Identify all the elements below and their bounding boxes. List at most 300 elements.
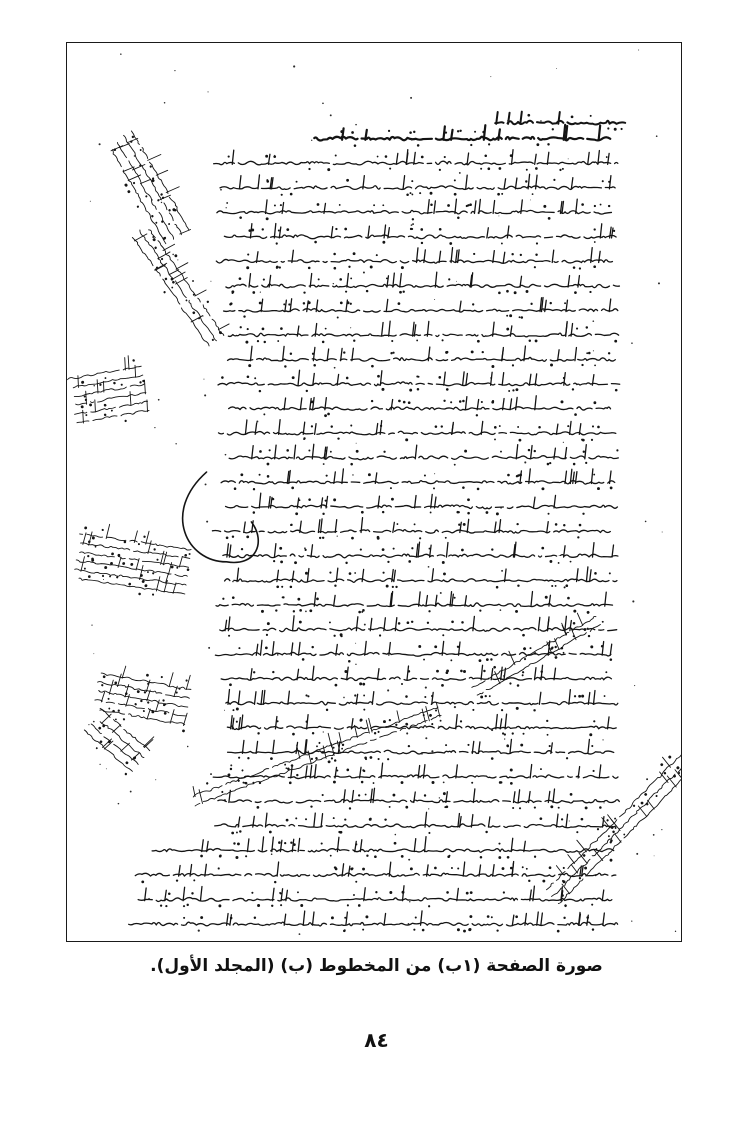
diacritic-dot [312,732,314,734]
diacritic-dot [573,622,576,625]
diacritic-dot [590,115,592,117]
diacritic-dot [191,892,193,894]
letter-ascender [466,373,467,385]
diacritic-dot [422,929,425,932]
diacritic-dot [398,622,401,625]
speckle [631,920,632,921]
diacritic-dot [558,807,560,809]
letter-ascender [200,887,201,901]
diacritic-dot [344,929,346,931]
diacritic-dot [516,523,518,525]
diacritic-dot [435,425,438,428]
letter-ascender [355,841,356,851]
diacritic-dot [113,382,116,385]
text-line-stroke [226,701,618,705]
speckle [224,710,225,711]
diacritic-dot [340,302,343,305]
speckle [503,675,504,676]
speckle [172,254,174,256]
diacritic-dot [385,155,388,158]
letter-ascender [241,715,242,729]
diacritic-dot [383,451,385,453]
letter-ascender [183,887,184,900]
diacritic-dot [289,782,291,784]
diacritic-dot [476,414,478,416]
letter-ascender [516,445,517,459]
speckle [454,464,455,465]
diacritic-dot [329,572,331,574]
diacritic-dot [292,376,295,379]
speckle [425,687,427,689]
diacritic-dot [168,209,171,212]
speckle [456,281,457,282]
diacritic-dot [308,168,310,170]
speckle [634,685,635,686]
diacritic-dot [548,217,551,220]
speckle [175,443,176,444]
diacritic-dot [187,568,190,571]
diacritic-dot [392,586,394,588]
diacritic-dot [263,279,265,281]
text-line-stroke [546,733,681,891]
diacritic-dot [540,817,543,820]
diacritic-dot [593,770,595,772]
diacritic-dot [386,585,389,588]
diacritic-dot [411,547,413,549]
diacritic-dot [290,524,292,526]
diacritic-dot [398,400,401,403]
letter-ascender [612,228,613,238]
diacritic-dot [519,316,521,318]
speckle [130,791,132,793]
text-line-stroke [225,579,617,583]
diacritic-dot [614,128,617,131]
diacritic-dot [265,155,268,158]
letter-ascender [569,690,570,705]
diacritic-dot [122,562,125,565]
diacritic-dot [218,904,221,907]
diacritic-dot [155,221,158,224]
diacritic-dot [616,449,618,451]
diacritic-dot [294,561,297,564]
diacritic-dot [163,291,166,294]
letter-ascender [520,112,521,124]
diacritic-dot [387,758,389,760]
diacritic-dot [267,475,270,478]
diacritic-dot [318,742,321,745]
letter-ascender [565,616,566,630]
letter-ascender [282,203,283,214]
diacritic-dot [390,352,392,354]
diacritic-dot [480,696,483,699]
letter-ascender [313,398,314,410]
diacritic-dot [271,905,273,907]
diacritic-dot [519,807,521,809]
diacritic-dot [164,712,167,715]
diacritic-dot [143,535,146,538]
letter-ascender [512,861,513,876]
letter-ascender [109,680,113,695]
diacritic-dot [382,204,384,206]
diacritic-dot [469,203,472,206]
letter-ascender [300,398,301,410]
letter-ascender [414,152,415,164]
diacritic-dot [581,439,583,441]
speckle [285,767,287,769]
diacritic-dot [554,656,558,660]
letter-ascender [505,714,506,729]
diacritic-dot [333,253,336,256]
diacritic-dot [589,733,592,736]
diacritic-dot [395,586,397,588]
diacritic-dot [363,695,365,697]
diacritic-dot [162,699,165,702]
diacritic-dot [316,745,318,747]
diacritic-dot [436,670,439,673]
diacritic-dot [623,833,626,836]
letter-ascender [554,495,555,508]
speckle [454,706,456,708]
margin-note [68,520,194,602]
diacritic-dot [264,341,266,343]
diacritic-dot [525,180,527,182]
diacritic-dot [399,291,402,294]
diacritic-dot [449,242,452,245]
letter-ascender [504,179,505,189]
diacritic-dot [543,205,546,208]
diacritic-dot [130,563,133,566]
diacritic-dot [236,721,238,723]
speckle [198,930,200,932]
margin-note [102,124,201,247]
diacritic-dot [599,806,602,809]
diacritic-dot [591,439,593,441]
diacritic-dot [477,340,480,343]
letter-ascender [487,228,488,238]
diacritic-dot [115,718,117,720]
speckle [333,283,334,284]
diacritic-dot [591,904,593,906]
diacritic-dot [124,420,127,423]
diacritic-dot [507,474,510,477]
letter-ascender [637,806,648,817]
diacritic-dot [463,670,466,673]
speckle [99,143,101,145]
diacritic-dot [331,425,333,427]
diacritic-dot [284,763,286,765]
text-line-stroke [227,726,616,730]
diacritic-dot [262,228,264,230]
speckle [226,202,228,204]
diacritic-dot [579,524,582,527]
diacritic-dot [534,450,536,452]
diacritic-dot [388,130,390,132]
letter-ascender [538,617,539,630]
letter-ascender [307,569,308,582]
letter-ascender [593,691,594,705]
speckle [220,189,222,191]
diacritic-dot [297,891,299,893]
diacritic-dot [156,559,158,561]
speckle [177,259,178,260]
speckle [161,202,162,203]
speckle [434,473,435,474]
diacritic-dot [445,537,447,539]
letter-ascender [365,130,366,140]
diacritic-dot [104,413,107,416]
diacritic-dot [394,842,397,845]
diacritic-dot [444,156,446,158]
letter-ascender [318,520,319,533]
diacritic-dot [520,254,522,256]
letter-ascender [365,641,366,655]
text-line-stroke [101,673,191,691]
diacritic-dot [101,684,104,687]
page-number: ٨٤ [364,1028,389,1052]
diacritic-dot [240,473,243,476]
diacritic-dot [485,831,487,833]
diacritic-dot [501,243,503,245]
letter-ascender [307,301,308,312]
letter-ascender [298,838,299,851]
diacritic-dot [541,547,544,550]
diacritic-dot [238,757,240,759]
speckle [540,120,542,122]
letter-ascender [553,789,554,802]
speckle [425,737,427,739]
letter-ascender [419,592,420,606]
letter-ascender [456,765,457,778]
diacritic-dot [578,877,581,880]
diacritic-dot [564,302,566,304]
speckle [337,536,338,537]
diacritic-dot [337,437,339,439]
diacritic-dot [395,723,398,726]
letter-ascender [147,690,150,701]
diacritic-dot [454,597,456,599]
speckle [602,739,603,740]
diacritic-dot [528,449,530,451]
diacritic-dot [333,498,336,501]
letter-ascender [89,532,92,546]
diacritic-dot [472,709,474,711]
diacritic-dot [450,659,452,661]
diacritic-dot [327,413,330,416]
speckle [440,592,442,594]
diacritic-dot [409,389,412,392]
diacritic-dot [564,586,566,588]
letter-ascender [244,522,245,532]
speckle [203,379,204,380]
diacritic-dot [405,806,408,809]
letter-ascender [250,224,251,238]
diacritic-dot [427,622,429,624]
diacritic-dot [247,757,249,759]
letter-ascender [531,592,532,607]
diacritic-dot [445,744,447,746]
diacritic-dot [319,537,321,539]
letter-ascender [286,890,287,900]
letter-ascender [396,711,401,722]
diacritic-dot [383,572,385,574]
diacritic-dot [345,562,347,564]
diacritic-dot [343,351,345,353]
diacritic-dot [574,695,576,697]
speckle [330,114,332,116]
letter-ascender [520,471,521,484]
diacritic-dot [529,339,531,341]
diacritic-dot [322,513,324,515]
diacritic-dot [614,818,616,820]
diacritic-dot [104,377,106,379]
speckle [99,764,100,765]
diacritic-dot [354,694,356,696]
diacritic-dot [286,819,289,822]
text-line-stroke [216,186,615,190]
diacritic-dot [405,695,408,698]
diacritic-dot [571,115,574,118]
speckle [559,555,560,556]
diacritic-dot [308,267,311,270]
letter-ascender [285,300,286,311]
diacritic-dot [222,598,224,600]
diacritic-dot [510,769,513,772]
letter-ascender [512,915,513,925]
letter-ascender [576,199,577,213]
flourish-stroke [183,472,259,562]
diacritic-dot [247,328,249,330]
diacritic-dot [439,169,441,171]
diacritic-dot [567,425,569,427]
diacritic-dot [229,303,231,305]
diacritic-dot [419,537,421,539]
diacritic-dot [286,228,289,231]
diacritic-dot [157,199,160,202]
diacritic-dot [524,658,527,661]
diacritic-dot [144,691,147,694]
diacritic-dot [186,904,188,906]
letter-ascender [310,765,311,778]
diacritic-dot [470,891,473,894]
diacritic-dot [466,892,469,895]
diacritic-dot [606,819,609,822]
diacritic-dot [192,311,196,315]
speckle [277,654,279,656]
diacritic-dot [276,266,279,269]
diacritic-dot [552,128,554,130]
diacritic-dot [101,529,103,531]
diacritic-dot [389,168,391,170]
letter-ascender [599,765,600,778]
diacritic-dot [581,203,584,206]
diacritic-dot [132,359,135,362]
diacritic-dot [463,523,466,526]
diacritic-dot [559,169,561,171]
diacritic-dot [152,593,154,595]
letter-ascender [444,372,445,385]
letter-ascender [535,396,536,410]
speckle [226,207,227,208]
diacritic-dot [248,364,251,367]
letter-ascender [607,815,616,824]
diacritic-dot [446,388,449,391]
diacritic-dot [589,291,591,293]
diacritic-dot [295,512,298,515]
letter-ascender [147,709,150,720]
letter-ascender [600,224,601,238]
speckle [230,764,232,766]
speckle [93,721,95,723]
diacritic-dot [277,340,279,342]
diacritic-dot [371,365,374,368]
diacritic-dot [503,891,505,893]
diacritic-dot [303,302,305,304]
diacritic-dot [586,326,588,328]
letter-ascender [424,707,430,721]
diacritic-dot [442,561,445,564]
diacritic-dot [527,114,530,117]
letter-ascender [413,322,414,336]
diacritic-dot [335,155,337,157]
diacritic-dot [567,597,570,600]
speckle [409,901,410,902]
letter-ascender [661,757,671,767]
diacritic-dot [251,892,253,894]
letter-ascender [292,571,293,581]
speckle [323,463,325,465]
letter-ascender [414,839,415,852]
letter-ascender [602,642,603,656]
diacritic-dot [230,768,232,770]
diacritic-dot [435,709,438,712]
diacritic-dot [138,543,140,545]
diacritic-dot [99,383,102,386]
diacritic-dot [391,340,393,342]
diacritic-dot [588,635,590,637]
letter-ascender [377,669,378,680]
diacritic-dot [401,855,404,858]
diacritic-dot [405,438,408,441]
diacritic-dot [529,647,531,649]
diacritic-dot [547,143,549,145]
diacritic-dot [522,634,525,637]
diacritic-dot [613,230,615,232]
diacritic-dot [127,190,131,194]
diacritic-dot [334,584,336,586]
diacritic-dot [133,182,136,185]
diacritic-dot [592,928,594,930]
diacritic-dot [243,782,245,784]
diacritic-dot [333,635,335,637]
diacritic-dot [379,634,381,636]
speckle [174,70,175,71]
diacritic-dot [288,303,290,305]
diacritic-dot [192,280,195,283]
diacritic-dot [231,832,234,835]
diacritic-dot [254,917,256,919]
diacritic-dot [500,451,502,453]
diacritic-dot [594,572,597,575]
diacritic-dot [534,856,536,858]
speckle [530,200,531,201]
letter-ascender [140,565,143,580]
diacritic-dot [371,400,373,402]
diacritic-dot [290,842,292,844]
diacritic-dot [581,818,584,821]
letter-ascender [310,399,311,410]
speckle [563,442,564,443]
letter-ascender [384,913,385,925]
